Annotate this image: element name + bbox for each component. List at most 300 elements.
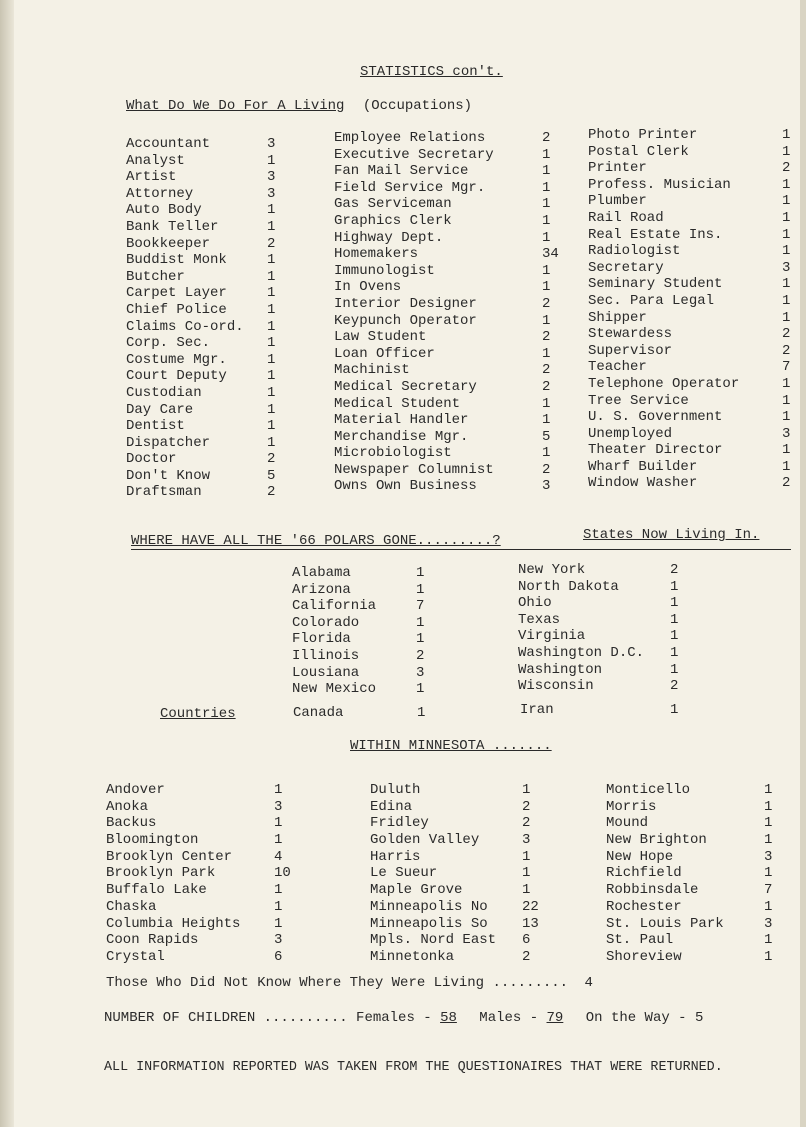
minnesota-col-1 [106,782,291,966]
item-count: 1 [267,285,276,302]
occupations-col-2 [334,130,559,495]
list-item [370,849,539,866]
country-label: Iran [520,702,554,718]
item-count: 3 [416,664,425,681]
occupations-col-3 [588,127,790,492]
item-label: Photo Printer [588,127,698,143]
list-item [106,815,291,832]
list-item [106,782,291,799]
unknown-location-count: 4 [584,975,593,991]
list-item [126,302,275,319]
item-label: Maple Grove [370,882,463,899]
item-count: 1 [267,418,276,435]
item-count: 1 [670,661,679,678]
item-count: 1 [782,458,791,475]
item-label: Graphics Clerk [334,212,452,229]
item-count: 5 [542,428,551,445]
item-label: Plumber [588,193,647,210]
item-label: Mpls. Nord East [370,932,497,949]
list-item [126,368,275,385]
item-count: 1 [274,915,283,932]
item-count: 1 [267,401,276,418]
list-item [292,598,424,615]
list-item [588,144,790,161]
females-label: Females - [356,1010,432,1026]
item-label: Bookkeeper [126,235,211,252]
list-item [292,648,424,665]
item-label: Colorado [292,614,360,631]
item-count: 7 [782,359,791,376]
item-label: Owns Own Business [334,478,477,495]
list-item [334,346,559,363]
list-item [334,379,559,396]
item-count: 1 [542,146,551,163]
item-label: Auto Body [126,202,202,219]
item-label: Medical Secretary [334,378,477,395]
list-item [606,799,772,816]
list-item [334,279,559,296]
item-count: 3 [542,478,551,495]
list-item [518,678,678,695]
item-label: Arizona [292,581,351,598]
item-label: Brooklyn Center [106,848,233,865]
item-count: 1 [782,226,791,243]
item-count: 6 [274,948,283,965]
list-item [126,352,275,369]
item-label: Rail Road [588,209,664,226]
item-count: 1 [670,611,679,628]
list-item [106,865,291,882]
item-count: 2 [782,326,791,343]
item-count: 1 [416,565,425,581]
item-label: U. S. Government [588,409,723,426]
item-label: Draftsman [126,484,202,501]
item-count: 2 [267,451,276,468]
item-label: St. Louis Park [606,915,724,932]
list-item [588,127,790,144]
item-label: Real Estate Ins. [588,226,723,243]
list-item [370,865,539,882]
item-count: 1 [542,395,551,412]
item-count: 3 [782,425,791,442]
females-count: 58 [440,1010,457,1026]
item-label: Brooklyn Park [106,865,216,882]
list-item [126,484,275,501]
item-count: 2 [670,678,679,695]
item-count: 1 [782,309,791,326]
item-label: Virginia [518,628,586,645]
item-label: Rochester [606,898,682,915]
item-label: New Brighton [606,832,707,849]
list-item [518,579,678,596]
states-col-2 [518,562,678,695]
item-count: 4 [274,848,283,865]
item-count: 2 [782,342,791,359]
list-item [126,319,275,336]
country-count: 1 [670,702,679,718]
item-label: Harris [370,848,421,865]
item-count: 2 [522,798,531,815]
item-count: 3 [764,848,773,865]
item-label: Profess. Musician [588,176,731,193]
list-item [588,260,790,277]
item-count: 1 [416,631,425,648]
list-item [588,459,790,476]
item-label: Field Service Mgr. [334,179,486,196]
item-count: 6 [522,932,531,949]
item-label: Material Handler [334,412,469,429]
list-item [292,615,424,632]
item-label: Telephone Operator [588,375,740,392]
item-count: 1 [274,898,283,915]
item-count: 1 [782,176,791,193]
item-count: 1 [267,268,276,285]
list-item [334,130,559,147]
item-label: Wharf Builder [588,458,698,475]
list-item [334,180,559,197]
list-item [334,296,559,313]
list-item [126,236,275,253]
item-label: Buddist Monk [126,252,227,269]
item-label: Morris [606,798,657,815]
item-count: 1 [542,212,551,229]
list-item [126,468,275,485]
list-item [106,799,291,816]
item-label: Corp. Sec. [126,335,211,352]
item-count: 1 [267,434,276,451]
item-label: Carpet Layer [126,285,227,302]
item-label: Employee Relations [334,130,486,146]
item-count: 2 [542,461,551,478]
item-label: Florida [292,631,351,648]
states-subheading: States Now Living In. [583,527,760,543]
item-count: 2 [782,475,791,492]
states-heading-line [131,527,791,550]
item-count: 7 [416,598,425,615]
item-label: Immunologist [334,262,435,279]
item-count: 1 [416,614,425,631]
item-count: 1 [267,218,276,235]
list-item [126,219,275,236]
list-item [588,227,790,244]
list-item [588,426,790,443]
item-count: 10 [274,865,291,882]
list-item [518,645,678,662]
list-item [588,193,790,210]
item-count: 1 [267,152,276,169]
item-count: 1 [764,782,773,798]
country-iran [520,702,678,718]
list-item [126,202,275,219]
list-item [606,882,772,899]
item-label: Buffalo Lake [106,882,207,899]
list-item [518,628,678,645]
item-label: New York [518,562,586,578]
list-item [588,376,790,393]
minnesota-heading-text: WITHIN MINNESOTA ....... [350,738,552,754]
list-item [588,310,790,327]
minnesota-heading [350,738,552,754]
item-label: Wisconsin [518,678,594,695]
list-item [588,359,790,376]
item-count: 1 [764,798,773,815]
list-item [518,612,678,629]
item-count: 2 [522,815,531,832]
list-item [518,595,678,612]
item-count: 1 [267,384,276,401]
item-label: Minneapolis No [370,898,488,915]
item-label: Ohio [518,595,552,612]
item-label: Keypunch Operator [334,312,477,329]
list-item [370,882,539,899]
list-item [588,177,790,194]
list-item [606,916,772,933]
item-count: 1 [274,882,283,899]
item-count: 1 [267,252,276,269]
item-label: California [292,598,377,615]
item-count: 1 [764,832,773,849]
list-item [106,832,291,849]
minnesota-col-2 [370,782,539,966]
list-item [606,949,772,966]
list-item [334,329,559,346]
item-label: Sec. Para Legal [588,292,715,309]
item-count: 3 [274,932,283,949]
list-item [126,335,275,352]
list-item [106,916,291,933]
males-label: Males - [479,1010,539,1026]
item-label: Coon Rapids [106,932,199,949]
item-label: Doctor [126,451,177,468]
item-count: 1 [764,932,773,949]
country-count: 1 [417,705,426,721]
item-count: 1 [267,318,276,335]
list-item [292,665,424,682]
item-label: Minnetonka [370,948,455,965]
item-count: 1 [274,832,283,849]
item-count: 1 [522,865,531,882]
list-item [588,326,790,343]
list-item [334,362,559,379]
item-label: Radiologist [588,243,681,260]
children-label: NUMBER OF CHILDREN .......... [104,1010,348,1026]
list-item [126,418,275,435]
item-label: Duluth [370,782,421,798]
occupations-col-1 [126,136,275,501]
list-item [334,196,559,213]
item-count: 34 [542,246,559,263]
item-label: Day Care [126,401,194,418]
item-label: Fan Mail Service [334,163,469,180]
item-count: 1 [416,681,425,698]
on-the-way-count: 5 [694,1010,704,1026]
list-item [334,478,559,495]
page-right-edge [800,0,806,1127]
item-count: 1 [764,898,773,915]
item-count: 3 [267,136,276,152]
list-item [292,681,424,698]
item-count: 3 [267,185,276,202]
item-count: 3 [267,169,276,186]
list-item [606,899,772,916]
list-item [588,442,790,459]
item-count: 1 [782,127,791,143]
item-label: Homemakers [334,246,419,263]
item-label: Accountant [126,136,211,152]
item-label: Texas [518,611,561,628]
item-count: 1 [782,193,791,210]
list-item [334,246,559,263]
item-label: Tree Service [588,392,689,409]
page-title: STATISTICS con't. [360,64,503,80]
unknown-location-text: Those Who Did Not Know Where They Were Living ......... [106,975,569,991]
item-label: Microbiologist [334,445,452,462]
item-count: 1 [670,595,679,612]
list-item [370,799,539,816]
item-count: 1 [267,351,276,368]
item-count: 2 [522,948,531,965]
item-label: Mound [606,815,649,832]
item-label: Dispatcher [126,434,211,451]
item-label: Robbinsdale [606,882,699,899]
item-count: 1 [542,196,551,213]
occupations-subheading: (Occupations) [362,98,473,114]
list-item [588,243,790,260]
list-item [126,402,275,419]
item-label: Custodian [126,384,202,401]
item-count: 1 [522,848,531,865]
occupations-heading [126,98,472,114]
list-item [588,393,790,410]
item-label: Seminary Student [588,276,723,293]
list-item [370,815,539,832]
item-label: Shoreview [606,948,682,965]
item-label: Teacher [588,359,647,376]
list-item [126,269,275,286]
list-item [334,313,559,330]
item-label: New Mexico [292,681,377,698]
item-count: 3 [782,259,791,276]
item-label: Monticello [606,782,691,798]
item-count: 1 [782,392,791,409]
item-label: Illinois [292,647,360,664]
item-count: 5 [267,467,276,484]
list-item [126,252,275,269]
item-count: 1 [764,948,773,965]
item-count: 1 [267,301,276,318]
item-count: 1 [782,143,791,160]
item-count: 1 [274,815,283,832]
country-canada [293,705,425,721]
item-label: Merchandise Mgr. [334,428,469,445]
item-label: Minneapolis So [370,915,488,932]
item-count: 1 [670,578,679,595]
item-count: 1 [782,409,791,426]
item-label: Costume Mgr. [126,351,227,368]
country-label: Canada [293,705,344,721]
list-item [334,445,559,462]
item-count: 2 [267,484,276,501]
item-count: 1 [522,782,531,798]
item-count: 1 [542,445,551,462]
list-item [370,899,539,916]
item-label: Crystal [106,948,165,965]
item-label: Executive Secretary [334,146,494,163]
item-count: 1 [782,276,791,293]
item-label: Anoka [106,798,149,815]
list-item [588,276,790,293]
item-label: Printer [588,160,647,177]
list-item [606,865,772,882]
footer-note: ALL INFORMATION REPORTED WAS TAKEN FROM THE QUESTIONAIRES THAT WERE RETURNED. [104,1060,723,1075]
item-count: 1 [274,782,283,798]
item-label: Loan Officer [334,345,435,362]
list-item [334,462,559,479]
item-count: 2 [782,160,791,177]
item-count: 1 [542,262,551,279]
item-count: 1 [670,644,679,661]
item-label: Lousiana [292,664,360,681]
item-count: 2 [542,295,551,312]
item-label: Golden Valley [370,832,480,849]
item-label: Gas Serviceman [334,196,452,213]
occupations-heading-text: What Do We Do For A Living [126,98,345,114]
item-label: Le Sueur [370,865,438,882]
item-label: Edina [370,798,413,815]
list-item [370,949,539,966]
item-label: Analyst [126,152,185,169]
item-count: 2 [542,362,551,379]
item-label: Interior Designer [334,295,477,312]
item-label: Bank Teller [126,218,219,235]
list-item [334,163,559,180]
item-label: Claims Co-ord. [126,318,244,335]
list-item [106,849,291,866]
item-label: Shipper [588,309,647,326]
list-item [334,429,559,446]
item-count: 1 [782,292,791,309]
item-count: 2 [542,329,551,346]
list-item [334,230,559,247]
list-item [370,832,539,849]
item-label: Fridley [370,815,429,832]
children-line [104,1010,703,1026]
item-count: 22 [522,898,539,915]
list-item [126,153,275,170]
item-label: Chaska [106,898,157,915]
item-label: Butcher [126,268,185,285]
item-label: Artist [126,169,177,186]
item-count: 3 [522,832,531,849]
states-col-1 [292,565,424,698]
list-item [334,396,559,413]
list-item [518,662,678,679]
item-count: 1 [416,581,425,598]
list-item [126,285,275,302]
item-label: Medical Student [334,395,461,412]
item-label: In Ovens [334,279,402,296]
list-item [588,293,790,310]
item-label: Supervisor [588,342,673,359]
item-count: 1 [782,243,791,260]
item-count: 1 [542,412,551,429]
item-label: Attorney [126,185,194,202]
item-count: 1 [782,209,791,226]
item-label: Don't Know [126,467,211,484]
list-item [126,451,275,468]
item-count: 1 [542,345,551,362]
list-item [606,932,772,949]
